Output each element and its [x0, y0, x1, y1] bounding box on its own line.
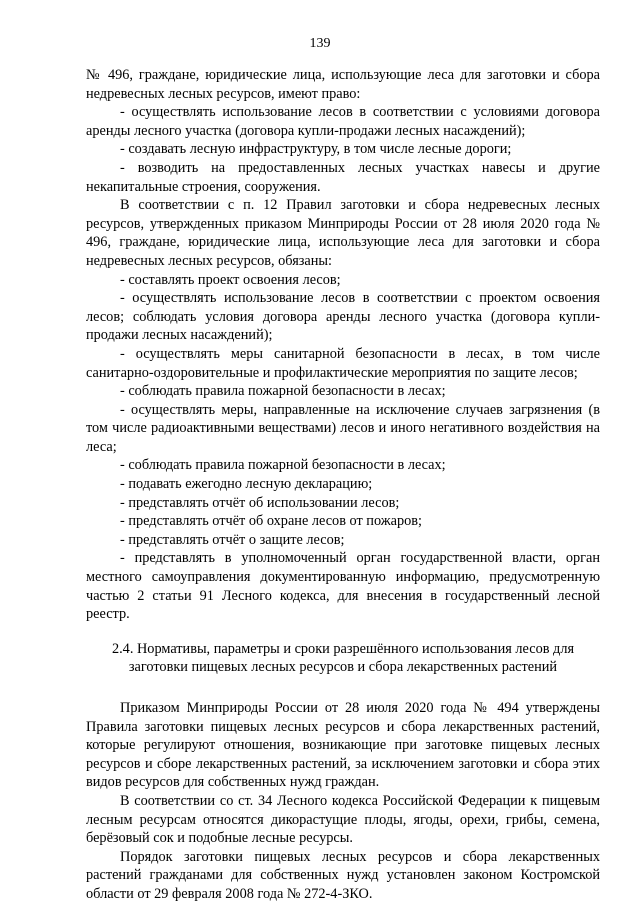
page-number: 139 [309, 36, 331, 51]
paragraph: - осуществлять использование лесов в соответствии с проектом освоения лесов; соблюдать условия договора аренды лесного участка (договора купли-продажи лесных насаждений); [86, 290, 600, 344]
paragraph: - составлять проект освоения лесов; [120, 271, 341, 288]
paragraph: - представлять отчёт о защите лесов; [120, 531, 345, 548]
paragraph: - соблюдать правила пожарной безопасности в лесах; [120, 383, 446, 400]
section-heading: 2.4. Нормативы, параметры и сроки разрешённого использования лесов для заготовки пищевых лесных ресурсов и сбора лекарственных растений [111, 640, 575, 676]
paragraph: - осуществлять меры санитарной безопасности в лесах, в том числе санитарно-оздоровительные и профилактические мероприятия по защите лесов; [86, 345, 600, 381]
paragraph: - осуществлять использование лесов в соответствии с условиями договора аренды лесного участка (договора купли-продажи лесных насаждений); [86, 104, 600, 139]
paragraph: Приказом Минприроды России от 28 июля 2020 года № 494 утверждены Правила заготовки пищевых лесных ресурсов и сбора лекарственных растений, которые регулируют отношения, возникающие при заготовке пищевых лесных ресурсов и сборе лекарственных растений, за исключением заготовки и сбора этих видов ресурсов для собственных нужд граждан. [86, 700, 600, 791]
paragraph: - представлять отчёт об использовании лесов; [120, 494, 400, 511]
paragraph: - представлять отчёт об охране лесов от пожаров; [120, 513, 422, 530]
paragraph: В соответствии с п. 12 Правил заготовки и сбора недревесных лесных ресурсов, утвержденных приказом Минприроды России от 28 июля 2020 года № 496, граждане, юридические лица, использующие леса для заготовки и сбора недревесных лесных ресурсов, обязаны: [86, 197, 600, 269]
paragraph: - подавать ежегодно лесную декларацию; [120, 476, 373, 493]
obligations-section [86, 66, 600, 624]
paragraph: - осуществлять меры, направленные на исключение случаев загрязнения (в том числе радиоактивными веществами) лесов и иного негативного воздействия на леса; [86, 401, 600, 455]
food-resources-section [86, 699, 600, 904]
paragraph: № 496, граждане, юридические лица, использующие леса для заготовки и сбора недревесных лесных ресурсов, имеют право: [86, 67, 600, 102]
paragraph: - возводить на предоставленных лесных участках навесы и другие некапитальные строения, сооружения. [86, 159, 600, 195]
paragraph: - создавать лесную инфраструктуру, в том числе лесные дороги; [120, 141, 512, 158]
page-content [86, 66, 600, 904]
paragraph: - соблюдать правила пожарной безопасности в лесах; [120, 457, 446, 474]
paragraph: - представлять в уполномоченный орган государственной власти, орган местного самоуправления документированную информацию, предусмотренную частью 2 статьи 91 Лесного кодекса, для внесения в государственный лесной реестр. [86, 550, 600, 623]
paragraph: В соответствии со ст. 34 Лесного кодекса Российской Федерации к пищевым лесным ресурсам относятся дикорастущие плоды, ягоды, орехи, грибы, семена, берёзовый сок и подобные лесные ресурсы. [86, 792, 600, 847]
paragraph: Порядок заготовки пищевых лесных ресурсов и сбора лекарственных растений гражданами для собственных нужд установлен законом Костромской области от 29 февраля 2008 года № 272-4-ЗКО. [86, 848, 600, 902]
